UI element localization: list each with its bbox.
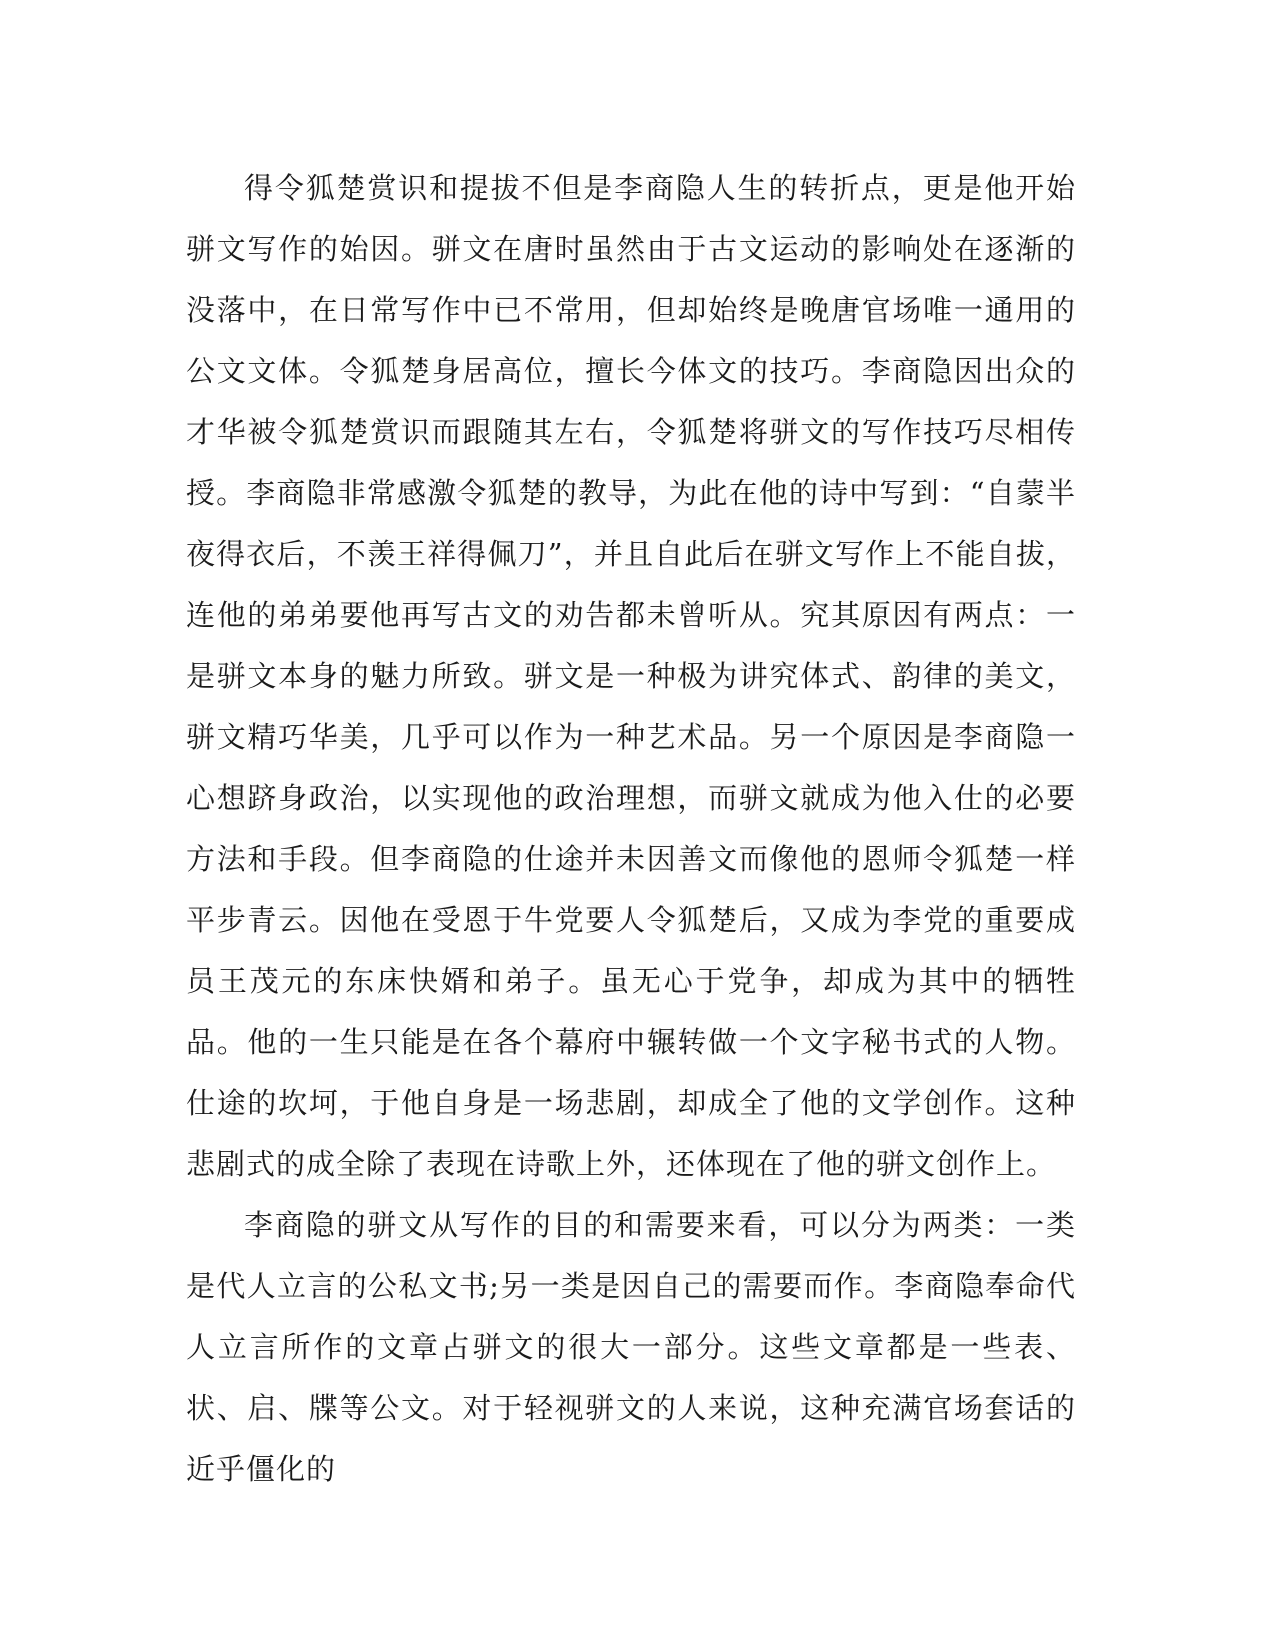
document-body [186,158,1076,1500]
paragraph-1: 得令狐楚赏识和提拔不但是李商隐人生的转折点，更是他开始骈文写作的始因。骈文在唐时虽然由于古文运动的影响处在逐渐的没落中，在日常写作中已不常用，但却始终是晚唐官场唯一通用的公文文体。令狐楚身居高位，擅长今体文的技巧。李商隐因出众的才华被令狐楚赏识而跟随其左右，令狐楚将骈文的写作技巧尽相传授。李商隐非常感激令狐楚的教导，为此在他的诗中写到：“自蒙半夜得衣后，不羡王祥得佩刀”，并且自此后在骈文写作上不能自拔，连他的弟弟要他再写古文的劝告都未曾听从。究其原因有两点：一是骈文本身的魅力所致。骈文是一种极为讲究体式、韵律的美文，骈文精巧华美，几乎可以作为一种艺术品。另一个原因是李商隐一心想跻身政治，以实现他的政治理想，而骈文就成为他入仕的必要方法和手段。但李商隐的仕途并未因善文而像他的恩师令狐楚一样平步青云。因他在受恩于牛党要人令狐楚后，又成为李党的重要成员王茂元的东床快婿和弟子。虽无心于党争，却成为其中的牺牲品。他的一生只能是在各个幕府中辗转做一个文字秘书式的人物。仕途的坎坷，于他自身是一场悲剧，却成全了他的文学创作。这种悲剧式的成全除了表现在诗歌上外，还体现在了他的骈文创作上。 [186,171,1076,1181]
paragraph-2: 李商隐的骈文从写作的目的和需要来看，可以分为两类：一类是代人立言的公私文书;另一类是因自己的需要而作。李商隐奉命代人立言所作的文章占骈文的很大一部分。这些文章都是一些表、状、启、牒等公文。对于轻视骈文的人来说，这种充满官场套话的近乎僵化的 [186,1208,1076,1486]
